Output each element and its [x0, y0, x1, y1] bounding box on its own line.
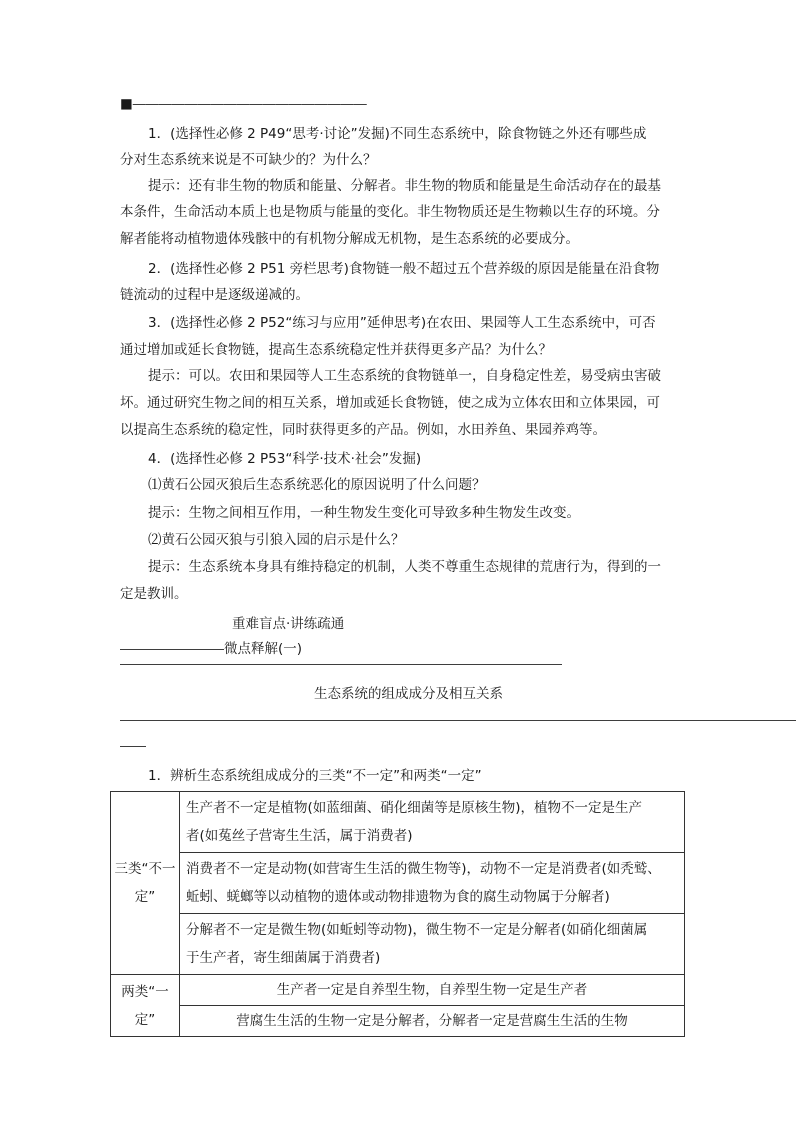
consumer-line2: 蚯蚓、蜣螂等以动植物的遗体或动物排遗物为食的腐生动物属于分解者): [186, 889, 610, 905]
q3-line1: 3．(选择性必修 2 P52“练习与应用”延伸思考)在农田、果园等人工生态系统中，可否: [148, 315, 656, 331]
q4-sub1: ⑴黄石公园灭狼后生态系统恶化的原因说明了什么问题？: [148, 477, 486, 493]
group1-label-line2: 定”: [134, 889, 156, 905]
q3-answer-line2: 坏。通过研究生物之间的相互关系，增加或延长食物链，使之成为立体农田和立体果园，可: [120, 395, 660, 411]
table-row: [111, 914, 685, 975]
point-prefix-rule: ――――――――: [120, 642, 224, 657]
point-heading: [120, 639, 302, 659]
header-dashes: ――――――――――――――――――: [132, 97, 367, 112]
producer-line2: 者(如菟丝子营寄生生活，属于消费者): [186, 828, 413, 844]
q4-answer1: 提示：生物之间相互作用，一种生物发生变化可导致多种生物发生改变。: [148, 505, 580, 521]
components-table: [110, 791, 685, 1037]
topic-rule-full: ――――――――――――――――――――――――――――――――――――――――――――――――――――: [120, 713, 796, 728]
topic-title: 生态系统的组成成分及相互关系: [314, 686, 503, 702]
q3-answer-line3: 以提高生态系统的稳定性，同时获得更多的产品。例如，水田养鱼、果园养鸡等。: [120, 422, 606, 438]
q1-answer-line1: 提示：还有非生物的物质和能量、分解者。非生物的物质和能量是生命活动存在的最基: [148, 178, 661, 194]
q3-line2: 通过增加或延长食物链，提高生态系统稳定性并获得更多产品？为什么？: [120, 342, 552, 358]
section-title: 重难盲点·讲练疏通: [232, 616, 345, 632]
table-row: [111, 975, 685, 1006]
q2-line1: 2．(选择性必修 2 P51 旁栏思考)食物链一般不超过五个营养级的原因是能量在沿食物: [148, 261, 660, 277]
q2-line2: 链流动的过程中是逐级递减的。: [120, 287, 309, 303]
q4-line1: 4．(选择性必修 2 P53“科学·技术·社会”发掘): [148, 451, 422, 467]
decomposer-cell: [180, 914, 685, 975]
autotroph-cell: 生产者一定是自养型生物，自养型生物一定是生产者: [180, 975, 685, 1006]
q4-answer2-line1: 提示：生态系统本身具有维持稳定的机制，人类不尊重生态规律的荒唐行为，得到的一: [148, 559, 661, 575]
q4-sub2: ⑵黄石公园灭狼与引狼入园的启示是什么？: [148, 532, 405, 548]
q1-line2: 分对生态系统来说是不可缺少的？为什么？: [120, 152, 377, 168]
topic-rule-short: ――: [120, 739, 146, 754]
consumer-line1: 消费者不一定是动物(如营寄生生活的微生物等)，动物不一定是消费者(如秃鹫、: [186, 861, 661, 877]
saprophyte-cell: 营腐生生活的生物一定是分解者，分解者一定是营腐生生活的生物: [180, 1006, 685, 1037]
q4-answer2-line2: 定是教训。: [120, 586, 188, 602]
point-label: 微点释解(一): [224, 641, 303, 657]
group2-label: 两类“一定”: [111, 975, 180, 1037]
producer-line1: 生产者不一定是植物(如蓝细菌、硝化细菌等是原核生物)，植物不一定是生产: [186, 800, 643, 816]
table-row: [111, 1006, 685, 1037]
header-rule: [120, 94, 367, 114]
q3-answer-line1: 提示：可以。农田和果园等人工生态系统的食物链单一，自身稳定性差，易受病虫害破: [148, 368, 661, 384]
q1-line1: 1．(选择性必修 2 P49“思考·讨论”发掘)不同生态系统中，除食物链之外还有哪些成: [148, 126, 647, 142]
group1-label-line1: 三类“不一: [114, 861, 176, 877]
table-row: [111, 853, 685, 914]
q1-answer-line2: 本条件，生命活动本质上也是物质与能量的变化。非生物物质还是生物赖以生存的环境。分: [120, 204, 660, 220]
q1-answer-line3: 解者能将动植物遗体残骸中的有机物分解成无机物，是生态系统的必要成分。: [120, 231, 579, 247]
group1-label: [111, 792, 180, 975]
producer-cell: [180, 792, 685, 853]
header-marker: ■: [120, 96, 133, 112]
table-row: [111, 792, 685, 853]
decomposer-line1: 分解者不一定是微生物(如蚯蚓等动物)，微生物不一定是分解者(如硝化细菌属: [186, 922, 648, 938]
consumer-cell: [180, 853, 685, 914]
item1-title: 1．辨析生态系统组成成分的三类“不一定”和两类“一定”: [148, 768, 482, 784]
decomposer-line2: 于生产者，寄生细菌属于消费者): [186, 950, 381, 966]
point-underline: ――――――――――――――――――――――――――――――――――: [120, 657, 562, 672]
